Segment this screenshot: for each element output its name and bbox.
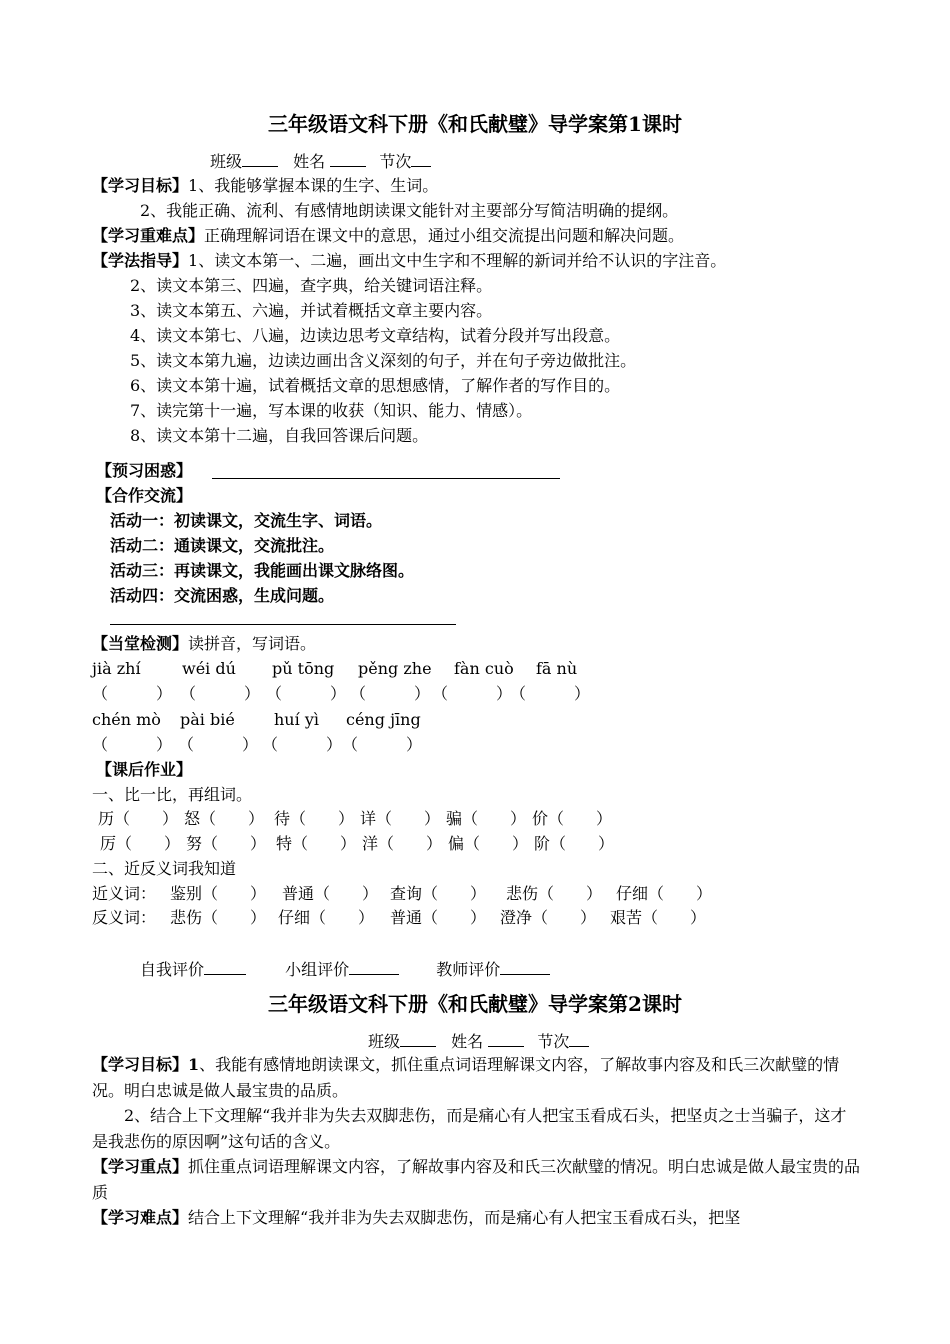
name-label: 姓名 <box>293 152 326 171</box>
answer-blank[interactable]: （ ） <box>180 684 261 703</box>
synonym-item[interactable]: 普通（ ） <box>282 884 379 903</box>
pinyin-item: chén mò <box>92 710 161 729</box>
step-7: 7、读完第十一遍，写本课的收获（知识、能力、情感）。 <box>130 401 533 420</box>
self-eval-label: 自我评价 <box>140 960 205 979</box>
homework-2: 二、近反义词我知道 <box>92 859 237 878</box>
step-1: 1、读文本第一、二遍，画出文中生字和不理解的新词并给不认识的字注音。 <box>188 251 727 270</box>
lesson2-goal-1 <box>92 1052 862 1104</box>
lesson2-goal-2: 2、结合上下文理解“我并非为失去双脚悲伤，而是痛心有人把宝玉看成石头，把坚贞之士当骗子，这才是我悲伤的原因啊”这句话的含义。 <box>92 1106 847 1151</box>
key-label: 【学习重点】 <box>92 1157 189 1176</box>
antonym-row <box>92 906 707 930</box>
antonym-label: 反义词： <box>92 908 157 927</box>
synonym-item[interactable]: 悲伤（ ） <box>506 884 603 903</box>
pinyin-item: pǔ tōng <box>272 659 335 678</box>
period-label: 节次 <box>537 1032 570 1051</box>
compare-item[interactable]: 努（ ） <box>186 834 267 853</box>
test-text: 读拼音，写词语。 <box>188 634 317 653</box>
teacher-eval-blank[interactable] <box>500 956 550 975</box>
answer-blank[interactable]: （ ） <box>432 684 513 703</box>
lesson1-key <box>92 224 684 248</box>
pinyin-item: fàn cuò <box>454 659 514 678</box>
answer-blank[interactable]: （ ） <box>262 735 343 754</box>
antonym-item[interactable]: 澄净（ ） <box>500 908 597 927</box>
class-blank[interactable] <box>242 148 278 167</box>
compare-item[interactable]: 厉（ ） <box>100 834 181 853</box>
compare-item[interactable]: 待（ ） <box>274 809 355 828</box>
name-label: 姓名 <box>451 1032 484 1051</box>
activity-4: 活动四：交流困惑，生成问题。 <box>110 586 335 605</box>
key-text: 抓住重点词语理解课文内容，了解故事内容及和氏三次献璧的情况。明白忠诚是做人最宝贵的品质 <box>92 1157 861 1202</box>
pinyin-item: fā nù <box>536 659 578 678</box>
synonym-item[interactable]: 鉴别（ ） <box>170 884 267 903</box>
compare-item[interactable]: 特（ ） <box>276 834 357 853</box>
period-blank[interactable] <box>569 1028 589 1047</box>
lesson2-key <box>92 1154 862 1206</box>
preview-label: 【预习困惑】 <box>96 461 193 480</box>
lesson2-title: 三年级语文科下册《和氏献璧》导学案第2课时 <box>268 992 682 1016</box>
answer-blank[interactable]: （ ） <box>92 735 173 754</box>
synonym-row <box>92 882 713 906</box>
synonym-label: 近义词： <box>92 884 157 903</box>
compare-item[interactable]: 怒（ ） <box>184 809 265 828</box>
difficulty-label: 【学习难点】 <box>92 1208 189 1227</box>
homework-1: 一、比一比，再组词。 <box>92 785 253 804</box>
step-8: 8、读文本第十二遍，自我回答课后问题。 <box>130 426 429 445</box>
activity-2: 活动二：通读课文，交流批注。 <box>110 536 335 555</box>
answer-blank[interactable]: （ ） <box>266 684 347 703</box>
compare-item[interactable]: 价（ ） <box>532 809 613 828</box>
activity-1: 活动一：初读课文，交流生字、词语。 <box>110 511 383 530</box>
step-3: 3、读文本第五、六遍，并试着概括文章主要内容。 <box>130 301 493 320</box>
lesson1-goals <box>92 174 438 198</box>
step-6: 6、读文本第十遍，试着概括文章的思想感情，了解作者的写作目的。 <box>130 376 621 395</box>
compare-item[interactable]: 详（ ） <box>360 809 441 828</box>
activity-3: 活动三：再读课文，我能画出课文脉络图。 <box>110 561 415 580</box>
name-blank[interactable] <box>330 148 366 167</box>
goal-1-number: 1 <box>188 1055 200 1074</box>
activity-blank-line[interactable] <box>110 624 456 625</box>
answer-blank[interactable]: （ ） <box>510 684 591 703</box>
group-eval-label: 小组评价 <box>285 960 350 979</box>
step-2: 2、读文本第三、四遍，查字典，给关键词语注释。 <box>130 276 493 295</box>
answer-blank[interactable]: （ ） <box>342 735 423 754</box>
class-label: 班级 <box>368 1032 401 1051</box>
compare-item[interactable]: 阶（ ） <box>534 834 615 853</box>
period-label: 节次 <box>379 152 412 171</box>
test-line <box>92 632 316 656</box>
group-eval-blank[interactable] <box>349 956 399 975</box>
synonym-item[interactable]: 查询（ ） <box>390 884 487 903</box>
teacher-eval-label: 教师评价 <box>436 960 501 979</box>
goal-1: 、我能有感情地朗读课文，抓住重点词语理解课文内容，了解故事内容及和氏三次献璧的情况。明白忠诚是做人最宝贵的品质。 <box>92 1055 840 1100</box>
name-blank[interactable] <box>488 1028 524 1047</box>
pinyin-item: pài bié <box>180 710 235 729</box>
class-blank[interactable] <box>400 1028 436 1047</box>
antonym-item[interactable]: 艰苦（ ） <box>610 908 707 927</box>
goals-label: 【学习目标】 <box>92 1055 189 1074</box>
lesson1-info-line <box>210 148 431 174</box>
pinyin-item: huí yì <box>274 710 319 729</box>
step-5: 5、读文本第九遍，边读边画出含义深刻的句子，并在句子旁边做批注。 <box>130 351 637 370</box>
answer-blank[interactable]: （ ） <box>350 684 431 703</box>
key-text: 正确理解词语在课文中的意思，通过小组交流提出问题和解决问题。 <box>204 226 685 245</box>
pinyin-item: wéi dú <box>182 659 236 678</box>
antonym-item[interactable]: 悲伤（ ） <box>170 908 267 927</box>
pinyin-item: jià zhí <box>92 659 141 678</box>
answer-blank[interactable]: （ ） <box>92 684 173 703</box>
goal-1: 1、我能够掌握本课的生字、生词。 <box>188 176 439 195</box>
preview-blank-line[interactable] <box>212 478 560 479</box>
class-label: 班级 <box>210 152 243 171</box>
synonym-item[interactable]: 仔细（ ） <box>616 884 713 903</box>
compare-item[interactable]: 洋（ ） <box>362 834 443 853</box>
evaluation-row <box>140 956 550 982</box>
method-label: 【学法指导】 <box>92 251 189 270</box>
coop-label: 【合作交流】 <box>96 486 193 505</box>
antonym-item[interactable]: 普通（ ） <box>390 908 487 927</box>
compare-item[interactable]: 历（ ） <box>98 809 179 828</box>
compare-item[interactable]: 偏（ ） <box>448 834 529 853</box>
answer-blank[interactable]: （ ） <box>178 735 259 754</box>
period-blank[interactable] <box>411 148 431 167</box>
lesson2-difficulty <box>92 1205 862 1231</box>
difficulty-text: 结合上下文理解“我并非为失去双脚悲伤，而是痛心有人把宝玉看成石头，把坚 <box>188 1208 741 1227</box>
goals-label: 【学习目标】 <box>92 176 189 195</box>
pinyin-item: pěng zhe <box>358 659 432 678</box>
step-4: 4、读文本第七、八遍，边读边思考文章结构，试着分段并写出段意。 <box>130 326 621 345</box>
test-label: 【当堂检测】 <box>92 634 189 653</box>
lesson1-method <box>92 249 726 273</box>
compare-item[interactable]: 骗（ ） <box>446 809 527 828</box>
pinyin-item: céng jīng <box>346 710 421 729</box>
lesson2-info-line <box>368 1028 589 1054</box>
self-eval-blank[interactable] <box>204 956 246 975</box>
key-label: 【学习重难点】 <box>92 226 205 245</box>
lesson1-title: 三年级语文科下册《和氏献璧》导学案第1课时 <box>268 112 682 136</box>
antonym-item[interactable]: 仔细（ ） <box>278 908 375 927</box>
goal-2: 2、我能正确、流利、有感情地朗读课文能针对主要部分写简洁明确的提纲。 <box>140 201 679 220</box>
homework-label: 【课后作业】 <box>96 760 193 779</box>
